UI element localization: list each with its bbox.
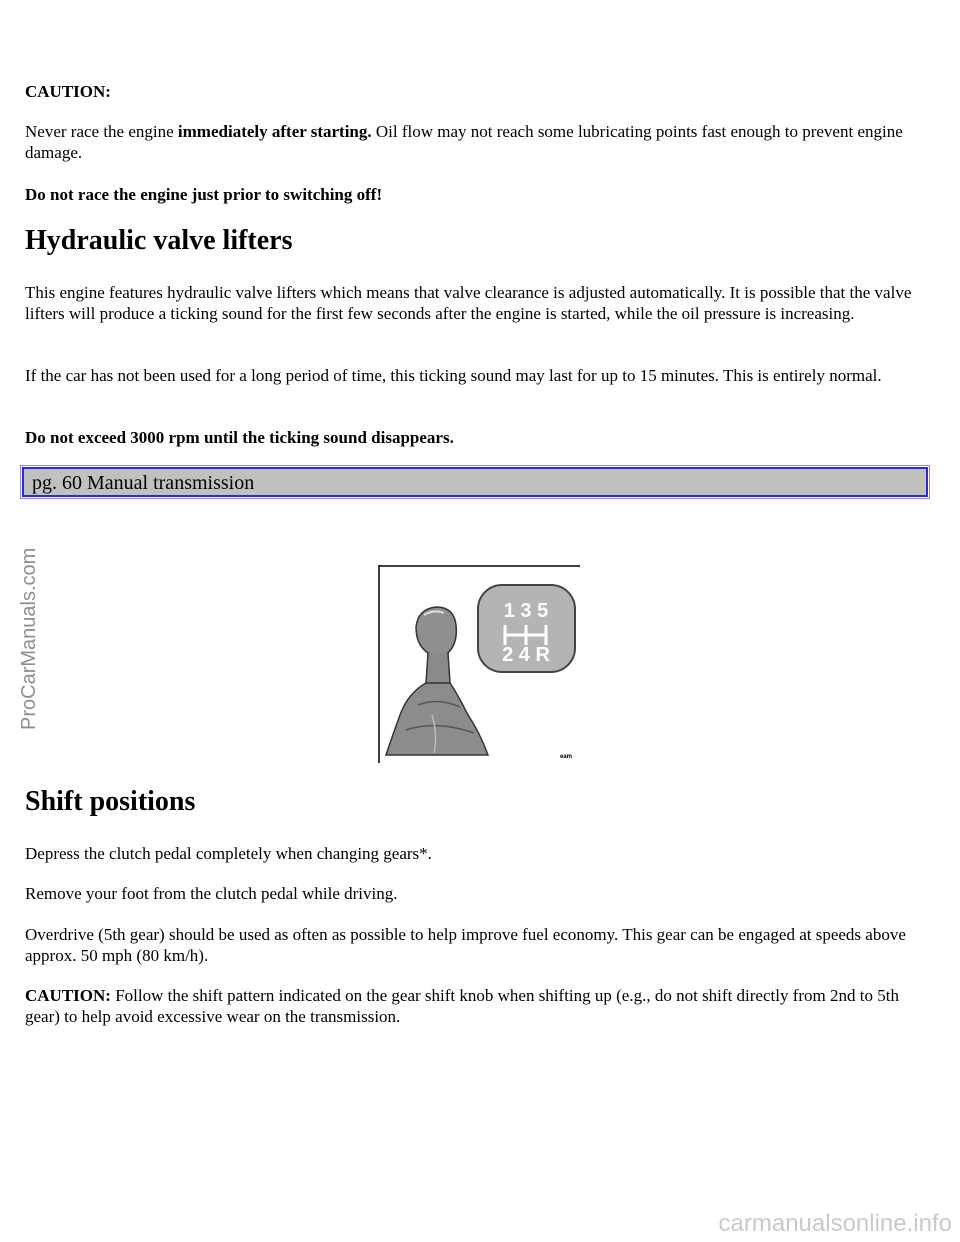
switch-off-warning: Do not race the engine just prior to switching off!	[25, 185, 383, 204]
foot-paragraph: Remove your foot from the clutch pedal while driving.	[25, 884, 398, 903]
clutch-paragraph: Depress the clutch pedal completely when changing gears*.	[25, 844, 432, 863]
procarmanuals-watermark: ProCarManuals.com	[18, 547, 40, 730]
carmanualsonline-watermark: carmanualsonline.info	[718, 1210, 952, 1237]
shift-pattern-badge	[478, 585, 575, 672]
shift-positions-heading: Shift positions	[25, 786, 196, 817]
hydraulic-heading: Hydraulic valve lifters	[25, 225, 293, 256]
hydraulic-paragraph: This engine features hydraulic valve lifters which means that valve clearance is adjusted automatically. It is possible that the valve lifters will produce a ticking sound for the first few seconds after the engine is started, while the oil pressure is increasing.	[25, 283, 912, 323]
gear-bottom-row: 2 4 R	[502, 644, 550, 666]
race-lead-text: Never race the engine	[25, 122, 178, 141]
caution-shift-label: CAUTION:	[25, 986, 111, 1005]
gear-top-row: 1 3 5	[503, 600, 549, 622]
race-bold-text: immediately after starting.	[177, 122, 372, 141]
rpm-warning: Do not exceed 3000 rpm until the ticking sound disappears.	[25, 428, 454, 447]
caution-heading: CAUTION:	[25, 82, 111, 101]
caution-shift-text: Follow the shift pattern indicated on the gear shift knob when shifting up (e.g., do not shift directly from 2nd to 5th gear) to help avoid excessive wear on the transmission.	[25, 986, 899, 1026]
figure-code: ᵉᵃᵐ	[560, 752, 572, 762]
ticking-paragraph: If the car has not been used for a long period of time, this ticking sound may last for up to 15 minutes. This is entirely normal.	[25, 366, 882, 385]
race-engine-paragraph	[25, 121, 925, 163]
page-banner-label: pg. 60 Manual transmission	[32, 472, 255, 494]
overdrive-paragraph: Overdrive (5th gear) should be used as often as possible to help improve fuel economy. This gear can be engaged at speeds above approx. 50 mph (80 km/h).	[25, 925, 906, 965]
caution-shift-paragraph	[25, 985, 930, 1027]
gear-shift-illustration	[378, 565, 580, 763]
page-section-banner	[22, 467, 928, 497]
race-rest-text: Oil flow may not reach some lubricating points fast enough to prevent engine damage.	[25, 122, 903, 162]
gear-lever-drawing	[386, 607, 488, 755]
